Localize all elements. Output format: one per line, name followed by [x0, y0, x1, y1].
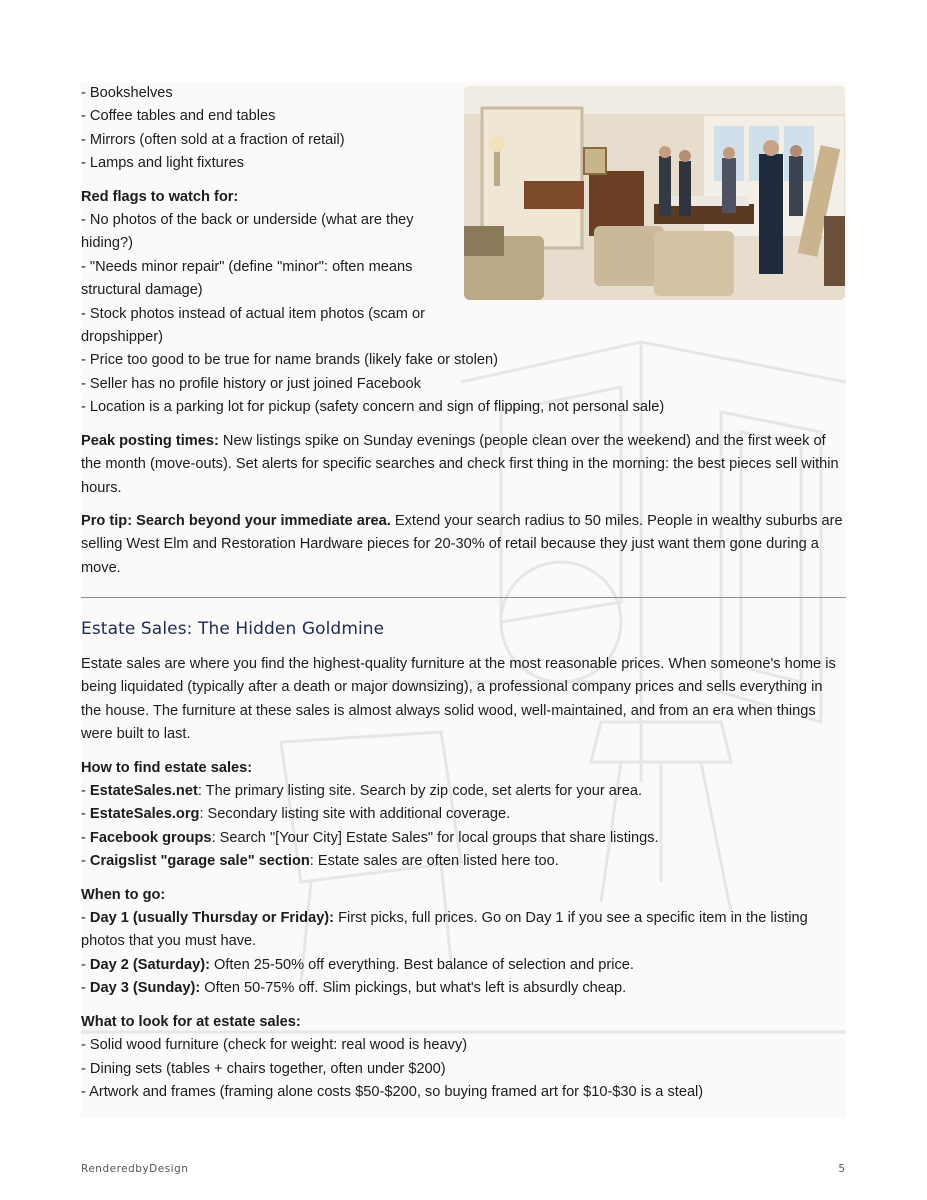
list-item-text: Often 25-50% off everything. Best balance of selection and price.	[209, 956, 634, 973]
list-item-text: : Secondary listing site with additional coverage.	[199, 806, 511, 823]
list-item: - Solid wood furniture (check for weight: real wood is heavy)	[81, 1037, 468, 1054]
list-item-label: EstateSales.net	[89, 783, 198, 800]
list-item-text: First picks, full prices. Go on Day 1 if you see a specific item in the listing photos that you must have.	[81, 910, 808, 950]
list-item: - No photos of the back or underside (what are they hiding?)	[81, 212, 414, 252]
what-to-look-for	[81, 1011, 846, 1105]
estate-section	[81, 653, 846, 1104]
list-item: - Mirrors (often sold at a fraction of retail)	[81, 131, 345, 148]
list-prefix: -	[81, 783, 90, 800]
upper-content	[81, 82, 846, 580]
red-flags-heading: Red flags to watch for:	[81, 188, 239, 205]
list-item: - Stock photos instead of actual item photos (scam or dropshipper)	[81, 305, 425, 346]
list-item	[81, 827, 846, 850]
peak-posting-text: New listings spike on Sunday evenings (people clean over the weekend) and the first week of the month (move-outs). Set alerts for specific searches and check first thing in the morning: the best pieces sell within hours.	[81, 432, 839, 496]
find-estate-sales	[81, 757, 846, 874]
intro-list	[81, 82, 846, 176]
list-item: - Dining sets (tables + chairs together, often under $200)	[81, 1060, 446, 1077]
list-prefix: -	[81, 806, 90, 823]
estate-intro-paragraph: Estate sales are where you find the highest-quality furniture at the most reasonable prices. When someone's home is being liquidated (typically after a death or major downsizing), a professional company prices and sells everything in the house. The furniture at these sales is almost always solid wood, well-maintained, and from an era when things were built to last.	[81, 656, 836, 743]
list-item-text: : The primary listing site. Search by zip code, set alerts for your area.	[197, 783, 643, 800]
list-item-label: EstateSales.org	[89, 806, 200, 823]
list-item	[81, 850, 846, 873]
pro-tip-paragraph	[81, 510, 846, 580]
list-item: - "Needs minor repair" (define "minor": often means structural damage)	[81, 258, 413, 299]
list-prefix: -	[81, 980, 90, 997]
list-item-label: Craigslist "garage sale" section	[89, 853, 310, 870]
page-number: 5	[838, 1163, 845, 1175]
list-item	[81, 780, 846, 803]
peak-posting-paragraph	[81, 430, 846, 500]
peak-posting-label: Peak posting times:	[81, 432, 219, 449]
list-item-label: Day 1 (usually Thursday or Friday):	[89, 910, 335, 927]
list-prefix: -	[81, 829, 90, 846]
list-item: - Location is a parking lot for pickup (safety concern and sign of flipping, not personal sale)	[81, 399, 665, 416]
list-item-text: : Estate sales are often listed here too.	[309, 853, 559, 870]
list-item	[81, 907, 846, 954]
section-title: Estate Sales: The Hidden Goldmine	[81, 619, 385, 639]
list-item: - Coffee tables and end tables	[81, 108, 276, 125]
list-item	[81, 803, 846, 826]
when-to-go	[81, 884, 846, 1001]
list-item-label: Facebook groups	[89, 829, 212, 846]
find-heading: How to find estate sales:	[81, 759, 253, 776]
pro-tip-label: Pro tip: Search beyond your immediate area.	[81, 512, 391, 529]
list-item	[81, 954, 846, 977]
list-prefix: -	[81, 910, 90, 927]
footer-brand: RenderedbyDesign	[81, 1163, 189, 1175]
list-item-text: Often 50-75% off. Slim pickings, but what's left is absurdly cheap.	[200, 980, 627, 997]
look-heading: What to look for at estate sales:	[81, 1013, 301, 1030]
list-item	[81, 977, 846, 1000]
section-divider	[81, 597, 846, 598]
list-item: - Artwork and frames (framing alone costs $50-$200, so buying framed art for $10-$30 is a steal)	[81, 1083, 704, 1100]
pro-tip-text: Extend your search radius to 50 miles. People in wealthy suburbs are selling West Elm and Restoration Hardware pieces for 20-30% of retail because they just want them gone during a move.	[81, 512, 843, 576]
list-item-label: Day 3 (Sunday):	[89, 980, 201, 997]
list-item: - Price too good to be true for name brands (likely fake or stolen)	[81, 352, 498, 369]
red-flags-section	[81, 186, 846, 420]
list-item: - Bookshelves	[81, 85, 173, 101]
list-prefix: -	[81, 853, 90, 870]
when-heading: When to go:	[81, 886, 166, 903]
list-item-text: : Search "[Your City] Estate Sales" for local groups that share listings.	[211, 829, 659, 846]
list-item: - Seller has no profile history or just joined Facebook	[81, 375, 421, 392]
list-item-label: Day 2 (Saturday):	[89, 956, 210, 973]
list-prefix: -	[81, 956, 90, 973]
list-item: - Lamps and light fixtures	[81, 155, 245, 172]
